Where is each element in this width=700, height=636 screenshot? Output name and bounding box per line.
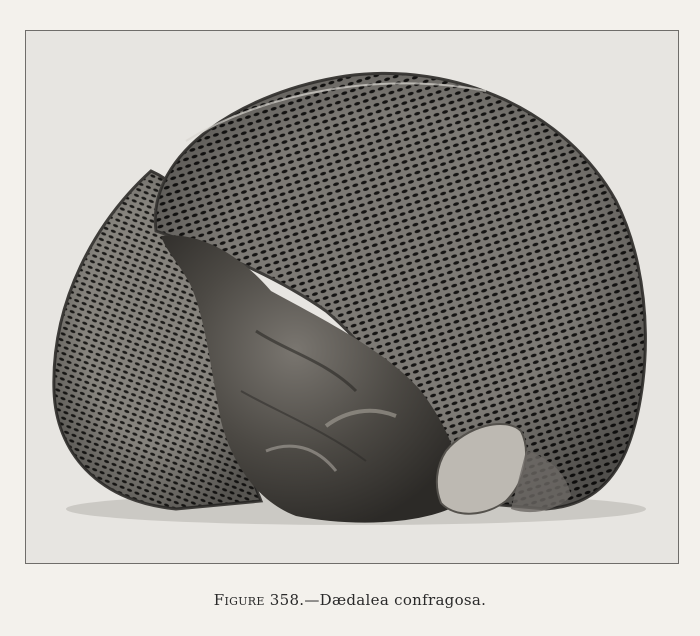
figure-separator: .— (299, 591, 320, 609)
species-name: Dædalea confragosa (319, 591, 482, 609)
figure-label: Figure (213, 591, 265, 609)
photograph-plate (25, 30, 679, 564)
mushroom-photograph (26, 31, 678, 563)
figure-number: 358 (269, 591, 300, 609)
figure-caption: Figure 358.—Dædalea confragosa. (213, 591, 487, 609)
